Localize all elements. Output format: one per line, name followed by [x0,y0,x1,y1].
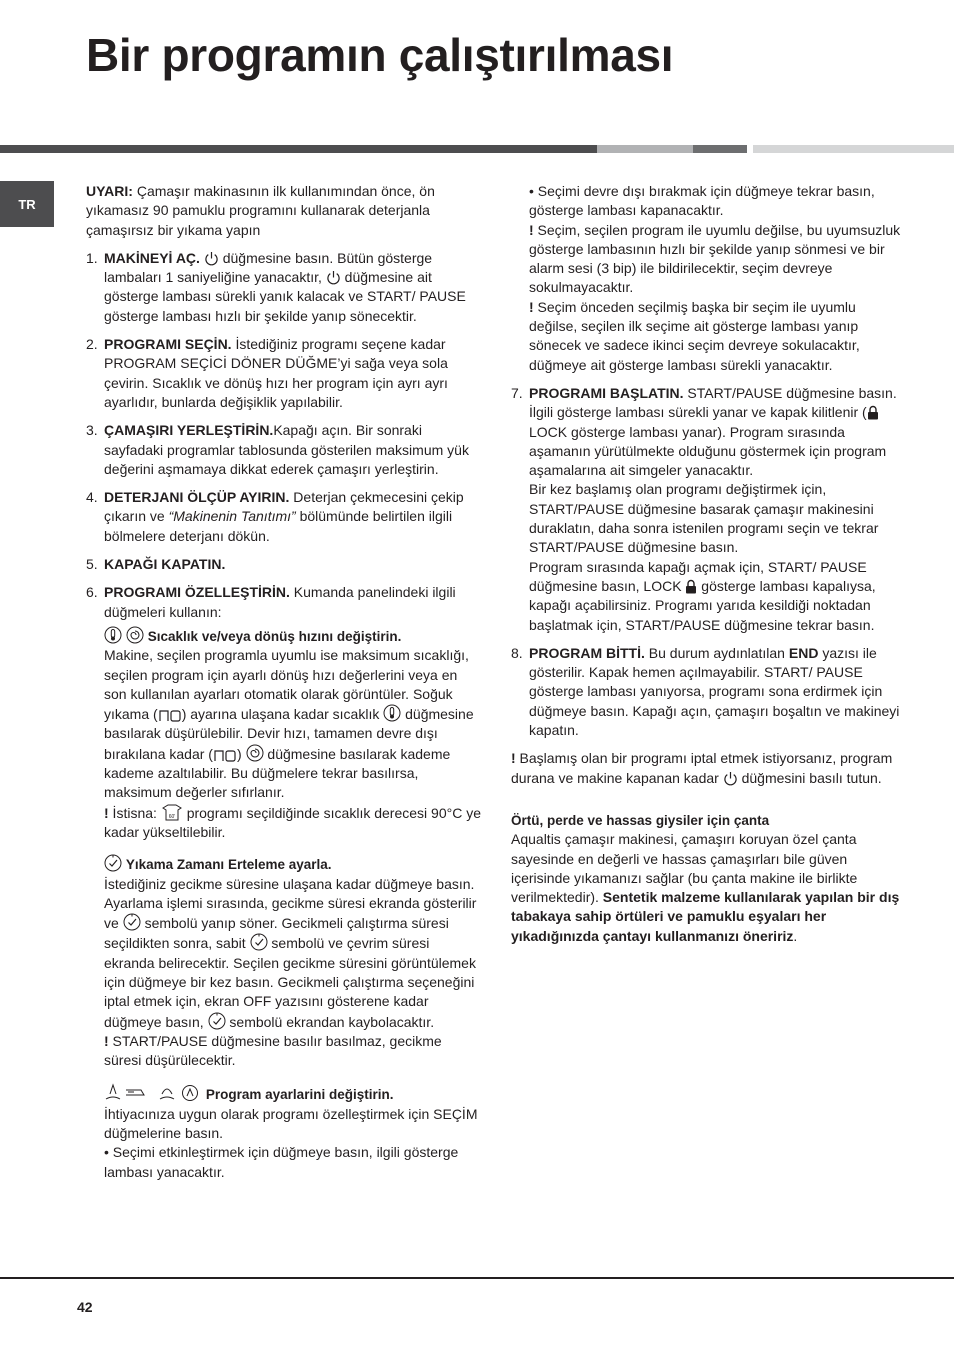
incompatibility-note: ! Seçim, seçilen program ile uyumlu değilse, bu uyumsuzluk gösterge lambasının hızlı bir şekilde yanıp sönmesi ve bir alarm sesi (3 bip) ile bildirilecektir, seçim devreye sokulmayacaktır. [529,221,901,296]
step-number: 2. [86,336,98,353]
step-heading: PROGRAMI SEÇİN. [104,336,232,353]
warning-text: Çamaşır makinasının ilk kullanımından önce, ön yıkamasız 90 pamuklu programını kullanarak deterjanla çamaşırsız bir yıkama yapın [86,183,435,238]
step-heading: KAPAĞI KAPATIN. [104,556,226,573]
step-text: Kapağı açın. Bir sonraki sayfadaki programlar tablosunda gösterilen maksimum yük değerini aşmamaya dikkat ederek çamaşırı yerleştirin. [104,422,469,477]
delay-icon [104,854,122,872]
conflict-note: ! Seçim önceden seçilmiş başka bir seçim ile uyumlu değilse, seçilen ilk seçime ait gösterge lambası yanıp sönecek ve sadece ikinci seçim devreye sokulacaktır, düğmeye ait gösterge lambası sürekli yanacaktır. [529,298,860,373]
step-number: 8. [511,644,523,661]
lock-icon [685,579,697,594]
no-spin-icon [213,748,237,762]
option-icons [104,1082,202,1102]
options-section [104,1082,481,1181]
step-text: Deterjan çekmecesini çekip çıkarın ve [104,489,464,525]
step-text: bölümünde belirtilen ilgili bölmelere deterjanı dökün. [104,508,453,544]
bag-recommendation: Sentetik malzeme kullanılarak yapılan bir dış tabakaya sahip örtüleri ve pamuklu eşyaları her yıkadığınızda çantayı kullanmanızı öneririz [511,889,900,944]
step-italic: “Makinenin Tanıtımı” [168,508,296,525]
warning-paragraph [86,182,481,240]
step-2 [86,335,481,412]
step-7: 7. PROGRAMI BAŞLATIN. START/PAUSE düğmesine basın. İlgili gösterge lambası sürekli yanar ve kapak kilitlenir ( LOCK gösterge lambası yanar). Program sırasında aşamanın yürütülmekte olduğunu göstermek için program aşamalarına ait simgeler yanacaktır. Bir kez başlamış olan programı değiştirmek için, START/PAUSE düğmesine basarak çamaşır makinesini duraklatın, daha sonra istenilen programı seçin ve tekrar START/PAUSE düğmesine basın. Program sırasında kapağı açmak için, START/ PAUSE düğmesine basın, LOCK gösterge lambası kapalıysa, kapağı açabilirsiniz. Programı yarıda kesildiği noktadan başlatmak için, START/PAUSE düğmesine tekrar basın. [511,384,897,633]
step-text: İstediğiniz programı seçene kadar PROGRAM SEÇİCİ DÖNER DÜĞME’yi sağa veya sola çevirin. Sıcaklık ve dönüş hızı her program için ayrı ayrı ayarlıdır, bunlarda değişiklik yapılabilir. [104,336,448,410]
temperature-icon [383,704,401,722]
delay-icon [208,1012,226,1030]
warning-label: UYARI: [86,183,133,199]
bag-heading: Örtü, perde ve hassas giysiler için çanta [511,812,770,828]
delay-icon [123,913,141,931]
temperature-spin-section [104,626,481,842]
step-number: 6. [86,584,98,601]
step-4 [86,488,481,546]
step-heading: MAKİNEYİ AÇ. [104,249,200,266]
step-text: Kumanda panelindeki ilgili düğmeleri kullanın: [104,584,456,620]
delay-section [104,854,481,1070]
header-rule-light [597,145,693,153]
step-heading: PROGRAM BİTTİ. [529,644,645,661]
spin-icon [126,626,144,644]
footer-rule [0,1277,954,1279]
temperature-icon [104,626,122,644]
power-icon [204,251,219,266]
options-bullet-2: • Seçimi devre dışı bırakmak için düğmeye tekrar basın, gösterge lambası kapanacaktır. [529,183,875,219]
exception-note: ! İstisna: 60' programı seçildiğinde sıcaklık derecesi 90°C ye kadar yükseltilebilir. [104,804,481,840]
step-number: 3. [86,422,98,439]
delay-icon [250,933,268,951]
step-6 [86,583,481,1182]
step-number: 7. [511,384,523,401]
steps-list [86,249,481,1182]
delay-note: ! START/PAUSE düğmesine basılır basılmaz, gecikme süresi düşürülecektir. [104,1032,442,1069]
steps-list-continued [511,384,906,740]
lock-icon [867,405,879,420]
header-rule-dark [0,145,597,153]
header-rule-mid [693,145,747,153]
step-5 [86,555,481,574]
spin-icon [246,744,264,762]
bag-text: Aqualtis çamaşır makinesi, çamaşırı koruyan özel çanta sayesinde en değerli ve hassas çamaşırları bile güven içerisinde yıkamanızı sağlar (bu çanta makine ile birlikte verilmektedir). Sentetik malzeme kullanılarak yapılan bir dış tabakaya sahip örtüleri ve pamuklu eşyaları her yıkadığınızda çantayı kullanmanızı öneririz. [511,831,900,944]
step-3 [86,421,481,479]
page-number: 42 [77,1299,93,1315]
step-text: düğmesine basın. Bütün gösterge lambaları 1 saniyeliğine yanacaktır, [104,249,433,286]
options-bullet-1: • Seçimi etkinleştirmek için düğmeye basın, ilgili gösterge lambası yanacaktır. [104,1144,459,1180]
step-heading: PROGRAMI ÖZELLEŞTİRİN. [104,584,290,601]
wool-program-icon [161,803,183,821]
step-heading: PROGRAMI BAŞLATIN. [529,384,684,401]
cold-wash-icon [158,708,182,722]
right-column [511,182,906,946]
step-number: 5. [86,556,98,573]
delay-text: İstediğiniz gecikme süresine ulaşana kadar düğmeye basın. Ayarlama işlemi sırasında, gecikme süresi ekranda gösterilir ve sembolü yanıp söner. Gecikmeli çalıştırma süresi seçildikten sonra, sabit sembolü ve çevrim süresi ekranda belirecektir. Seçilen gecikme süresini görüntülemek için düğmeye bir kez basın. Gecikmeli çalıştırma seçeneğini iptal etmek için, ekran OFF yazısını gösterene kadar düğmeye basın, sembolü ekrandan kaybolacaktır. [104,875,477,1030]
temperature-spin-text: Makine, seçilen programla uyumlu ise maksimum sıcaklığı, seçilen program için ayarlı dönüş hızı değerlerini veya en son kullanılan ayarları otomatik olarak görüntüler. Soğuk yıkama ( ) ayarına ulaşana kadar sıcaklık düğmesine basılarak düşürülebilir. Devir hızı, tamamen devre dışı bırakılana kadar ( ) düğmesine basılarak kademe kademe azaltılabilir. Bu düğmelere tekrar basılırsa, maksimum değerler sıfırlanır. [104,647,474,801]
step-heading: ÇAMAŞIRI YERLEŞTİRİN. [104,422,274,439]
left-column [86,182,481,1182]
svg-text:60': 60' [168,813,176,820]
step-number: 4. [86,489,98,506]
options-heading: Program ayarlarini değiştirin. [205,1087,394,1103]
cancel-note: ! Başlamış olan bir programı iptal etmek istiyorsanız, program durana ve makine kapanan kadar düğmesini basılı tutun. [511,750,893,786]
step-number: 1. [86,249,98,266]
header-rule-pale [753,145,954,153]
step-1 [86,249,481,326]
temperature-spin-heading: Sıcaklık ve/veya dönüş hızını değiştirin. [147,628,402,644]
page-title: Bir programın çalıştırılması [86,29,674,81]
step-heading: DETERJANI ÖLÇÜP AYIRIN. [104,489,290,506]
delay-heading: Yıkama Zamanı Erteleme ayarla. [125,857,332,873]
step-8: 8. PROGRAM BİTTİ. Bu durum aydınlatılan END yazısı ile gösterilir. Kapak hemen açılmayabilir. START/ PAUSE gösterge lambası yanıyorsa, programı sona erdirmek için düğmeye basın. Kapağı açın, çamaşırı boşaltın ve makineyi kapatın. [511,644,900,739]
options-text: İhtiyacınıza uygun olarak programı özelleştirmek için SEÇİM düğmelerine basın. [104,1105,478,1142]
power-icon [723,771,738,786]
end-label: END [788,644,819,661]
step-text: düğmesine ait gösterge lambası sürekli yanık kalacak ve START/ PAUSE gösterge lambası hızlı bir şekilde yanıp sönecektir. [104,269,466,324]
power-icon [326,270,341,285]
language-tab: TR [0,181,54,227]
step-6-continued [511,182,906,375]
